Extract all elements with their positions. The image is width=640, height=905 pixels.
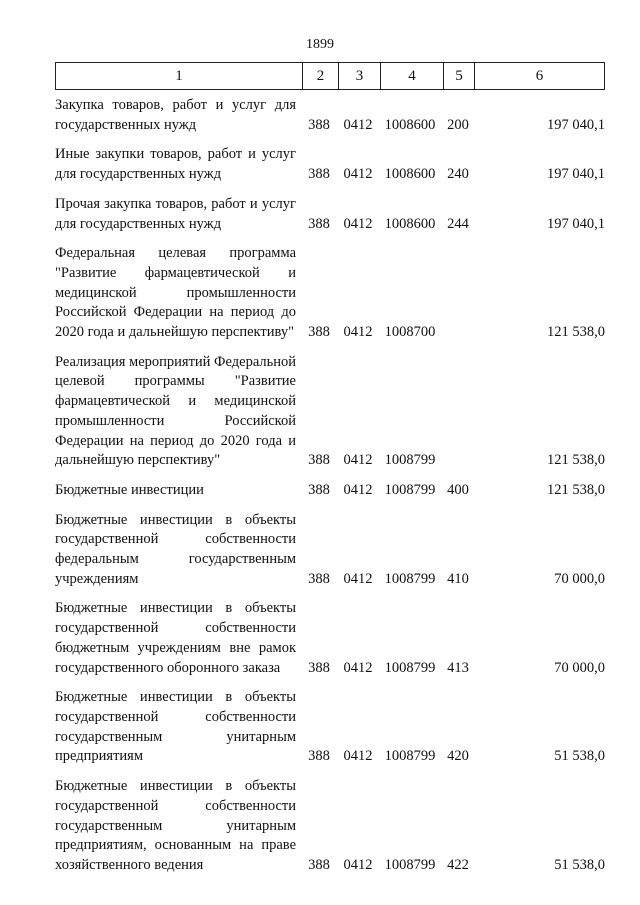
row-sum: 197 040,1: [547, 215, 605, 232]
row-gr: 388: [308, 659, 330, 676]
row-name: Закупка товаров, работ и услуг для государственных нужд: [55, 97, 296, 133]
row-rz: 0412: [343, 481, 373, 498]
row-sum: 121 538,0: [547, 324, 605, 341]
row-vr: 422: [447, 856, 469, 873]
row-name: Реализация мероприятий Федеральной целевой программы "Развитие фармацевтической и медицинской промышленности Российской Федерации на период до 2020 года и дальнейшую перспективу": [55, 353, 296, 469]
table-row: [55, 688, 605, 767]
table-row: [55, 96, 605, 135]
table-row: [55, 777, 605, 876]
table-row: [55, 353, 605, 471]
row-csr: 1008799: [384, 748, 436, 765]
row-sum: 70 000,0: [554, 570, 605, 587]
table-body: [55, 96, 605, 886]
row-name: Бюджетные инвестиции в объекты государственной собственности государственным унитарным предприятиям: [55, 689, 296, 765]
row-rz: 0412: [343, 215, 373, 232]
row-rz: 0412: [343, 166, 373, 183]
row-gr: 388: [308, 215, 330, 232]
row-vr: 420: [447, 748, 469, 765]
row-csr: 1008600: [384, 116, 436, 133]
row-name: Бюджетные инвестиции в объекты государственной собственности федеральным государственным учреждениям: [55, 511, 296, 587]
row-rz: 0412: [343, 659, 373, 676]
header-col-3: 3: [339, 63, 381, 89]
row-rz: 0412: [343, 570, 373, 587]
table-row: [55, 481, 605, 501]
row-sum: 197 040,1: [547, 116, 605, 133]
row-name: Прочая закупка товаров, работ и услуг для государственных нужд: [55, 195, 296, 232]
row-csr: 1008600: [384, 215, 436, 232]
row-sum: 51 538,0: [554, 856, 605, 873]
row-name: Иные закупки товаров, работ и услуг для государственных нужд: [55, 146, 296, 183]
table-row: [55, 195, 605, 234]
row-csr: 1008799: [384, 452, 436, 469]
row-vr: 410: [447, 570, 469, 587]
page-number: 1899: [306, 37, 334, 52]
row-gr: 388: [308, 748, 330, 765]
header-col-2: 2: [303, 63, 339, 89]
header-col-1: 1: [56, 63, 303, 89]
row-vr: 244: [447, 215, 469, 232]
row-gr: 388: [308, 570, 330, 587]
row-sum: 121 538,0: [547, 481, 605, 498]
row-rz: 0412: [343, 748, 373, 765]
row-gr: 388: [308, 452, 330, 469]
row-vr: 400: [447, 481, 469, 498]
row-rz: 0412: [343, 856, 373, 873]
row-name: Бюджетные инвестиции в объекты государственной собственности бюджетным учреждениям вне рамок государственного оборонного заказа: [55, 600, 296, 676]
row-gr: 388: [308, 324, 330, 341]
header-col-4: 4: [381, 63, 444, 89]
row-vr: 413: [447, 659, 469, 676]
row-rz: 0412: [343, 324, 373, 341]
row-gr: 388: [308, 481, 330, 498]
row-name: Бюджетные инвестиции в объекты государственной собственности государственным унитарным предприятиям, основанным на праве хозяйственного ведения: [55, 778, 296, 873]
table-row: [55, 511, 605, 590]
row-vr: 200: [447, 116, 469, 133]
row-name: Бюджетные инвестиции: [55, 481, 204, 498]
row-gr: 388: [308, 116, 330, 133]
row-csr: 1008799: [384, 570, 436, 587]
row-sum: 70 000,0: [554, 659, 605, 676]
row-sum: 197 040,1: [547, 166, 605, 183]
row-csr: 1008600: [384, 166, 436, 183]
row-csr: 1008799: [384, 659, 436, 676]
row-csr: 1008799: [384, 856, 436, 873]
row-name: Федеральная целевая программа "Развитие фармацевтической и медицинской промышленности Российской Федерации на период до 2020 года и дальнейшую перспективу": [55, 245, 296, 341]
row-csr: 1008799: [384, 481, 436, 498]
header-col-5: 5: [444, 63, 475, 89]
table-row: [55, 145, 605, 184]
row-gr: 388: [308, 166, 330, 183]
table-row: [55, 244, 605, 343]
row-csr: 1008700: [384, 324, 436, 341]
row-sum: 51 538,0: [554, 748, 605, 765]
row-rz: 0412: [343, 452, 373, 469]
row-gr: 388: [308, 856, 330, 873]
row-rz: 0412: [343, 116, 373, 133]
row-sum: 121 538,0: [547, 452, 605, 469]
row-vr: 240: [447, 166, 469, 183]
table-header: [55, 62, 605, 90]
table-row: [55, 599, 605, 678]
header-col-6: 6: [535, 67, 544, 84]
